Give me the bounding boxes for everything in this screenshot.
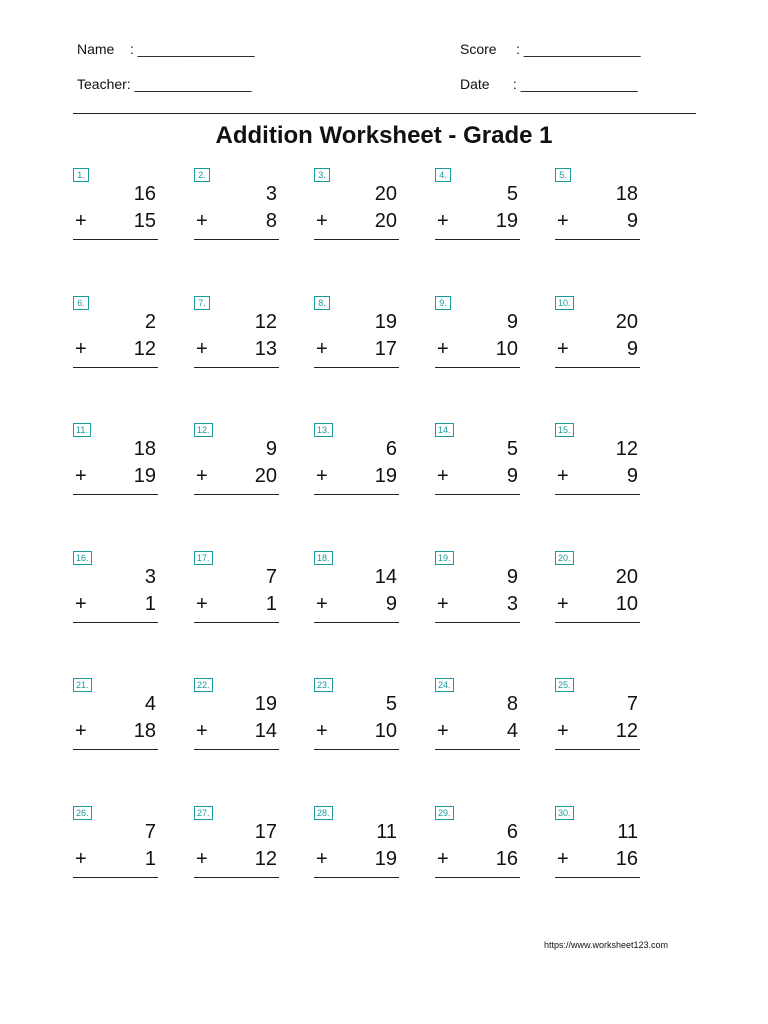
- plus-sign: +: [75, 720, 87, 742]
- addend-bottom: 14: [254, 720, 277, 742]
- answer-line[interactable]: [314, 239, 399, 240]
- date-field: Date : _______________: [460, 76, 638, 92]
- problem-11: [73, 423, 158, 503]
- addend-bottom: 12: [133, 337, 156, 360]
- plus-sign: +: [437, 847, 449, 870]
- footer-url: https://www.worksheet123.com: [544, 940, 669, 950]
- problem-number: 17.: [194, 551, 213, 565]
- addend-top: 3: [144, 565, 156, 588]
- answer-line[interactable]: [555, 749, 640, 750]
- plus-sign: +: [316, 720, 328, 742]
- plus-sign: +: [75, 337, 87, 360]
- plus-sign: +: [557, 592, 569, 615]
- problem-24: [435, 678, 520, 758]
- problem-26: [73, 806, 158, 886]
- addend-top: 19: [254, 693, 277, 715]
- addend-bottom: 9: [626, 210, 638, 232]
- problem-16: [73, 551, 158, 631]
- problem-4: [435, 168, 520, 248]
- answer-line[interactable]: [73, 367, 158, 368]
- problem-number: 2.: [194, 168, 210, 182]
- problem-number: 4.: [435, 168, 451, 182]
- plus-sign: +: [437, 210, 449, 232]
- answer-line[interactable]: [314, 877, 399, 878]
- problem-number: 3.: [314, 168, 330, 182]
- plus-sign: +: [196, 210, 208, 232]
- addend-bottom: 8: [265, 210, 277, 232]
- problem-number: 10.: [555, 296, 574, 310]
- problem-13: [314, 423, 399, 503]
- plus-sign: +: [316, 847, 328, 870]
- addend-top: 19: [374, 310, 397, 333]
- answer-line[interactable]: [73, 494, 158, 495]
- problem-number: 21.: [73, 678, 92, 692]
- addend-bottom: 13: [254, 337, 277, 360]
- answer-line[interactable]: [314, 367, 399, 368]
- addend-top: 16: [133, 183, 156, 205]
- addend-bottom: 10: [495, 337, 518, 360]
- problem-20: [555, 551, 640, 631]
- plus-sign: +: [75, 847, 87, 870]
- problem-5: [555, 168, 640, 248]
- plus-sign: +: [437, 720, 449, 742]
- addend-bottom: 20: [254, 465, 277, 487]
- problem-27: [194, 806, 279, 886]
- addend-top: 20: [615, 565, 638, 588]
- problem-21: [73, 678, 158, 758]
- answer-line[interactable]: [314, 749, 399, 750]
- problem-number: 27.: [194, 806, 213, 820]
- addend-bottom: 19: [374, 847, 397, 870]
- addend-top: 11: [617, 820, 638, 843]
- plus-sign: +: [316, 465, 328, 487]
- answer-line[interactable]: [435, 367, 520, 368]
- plus-sign: +: [196, 720, 208, 742]
- plus-sign: +: [557, 847, 569, 870]
- answer-line[interactable]: [73, 239, 158, 240]
- header-divider: [73, 113, 696, 114]
- problem-number: 28.: [314, 806, 333, 820]
- addend-top: 4: [144, 693, 156, 715]
- problem-number: 18.: [314, 551, 333, 565]
- answer-line[interactable]: [73, 877, 158, 878]
- answer-line[interactable]: [314, 494, 399, 495]
- plus-sign: +: [316, 592, 328, 615]
- problem-number: 30.: [555, 806, 574, 820]
- addend-bottom: 12: [254, 847, 277, 870]
- addend-top: 3: [265, 183, 277, 205]
- answer-line[interactable]: [555, 622, 640, 623]
- addend-bottom: 3: [506, 592, 518, 615]
- plus-sign: +: [75, 210, 87, 232]
- problem-7: [194, 296, 279, 376]
- addend-top: 12: [615, 438, 638, 460]
- problem-number: 5.: [555, 168, 571, 182]
- plus-sign: +: [437, 592, 449, 615]
- addend-bottom: 19: [133, 465, 156, 487]
- problem-30: [555, 806, 640, 886]
- plus-sign: +: [557, 720, 569, 742]
- answer-line[interactable]: [435, 239, 520, 240]
- plus-sign: +: [75, 592, 87, 615]
- addend-top: 17: [254, 820, 277, 843]
- problem-2: [194, 168, 279, 248]
- plus-sign: +: [316, 337, 328, 360]
- problem-number: 25.: [555, 678, 574, 692]
- problem-number: 26.: [73, 806, 92, 820]
- addend-top: 7: [265, 565, 277, 588]
- answer-line[interactable]: [73, 622, 158, 623]
- problem-15: [555, 423, 640, 503]
- addend-bottom: 9: [506, 465, 518, 487]
- addend-bottom: 12: [615, 720, 638, 742]
- problem-9: [435, 296, 520, 376]
- plus-sign: +: [75, 465, 87, 487]
- problem-number: 16.: [73, 551, 92, 565]
- answer-line[interactable]: [194, 494, 279, 495]
- answer-line[interactable]: [435, 877, 520, 878]
- problem-number: 9.: [435, 296, 451, 310]
- answer-line[interactable]: [555, 367, 640, 368]
- problem-8: [314, 296, 399, 376]
- answer-line[interactable]: [555, 877, 640, 878]
- addend-bottom: 9: [626, 465, 638, 487]
- addend-bottom: 16: [495, 847, 518, 870]
- addend-top: 7: [144, 820, 156, 843]
- addend-top: 9: [506, 565, 518, 588]
- problem-19: [435, 551, 520, 631]
- plus-sign: +: [196, 847, 208, 870]
- addend-bottom: 1: [144, 847, 156, 870]
- answer-line[interactable]: [194, 367, 279, 368]
- addend-top: 8: [506, 693, 518, 715]
- problem-number: 20.: [555, 551, 574, 565]
- addend-top: 5: [385, 693, 397, 715]
- addend-top: 9: [265, 438, 277, 460]
- addend-top: 6: [506, 820, 518, 843]
- addend-bottom: 18: [133, 720, 156, 742]
- problem-10: [555, 296, 640, 376]
- answer-line[interactable]: [435, 622, 520, 623]
- addend-bottom: 1: [144, 592, 156, 615]
- plus-sign: +: [316, 210, 328, 232]
- answer-line[interactable]: [314, 622, 399, 623]
- score-field: Score : _______________: [460, 41, 641, 57]
- problem-number: 12.: [194, 423, 213, 437]
- answer-line[interactable]: [435, 749, 520, 750]
- plus-sign: +: [196, 337, 208, 360]
- problem-29: [435, 806, 520, 886]
- problem-number: 6.: [73, 296, 89, 310]
- addend-bottom: 9: [626, 337, 638, 360]
- problem-number: 11.: [73, 423, 91, 437]
- plus-sign: +: [437, 337, 449, 360]
- answer-line[interactable]: [194, 622, 279, 623]
- addend-top: 9: [506, 310, 518, 333]
- plus-sign: +: [557, 210, 569, 232]
- answer-line[interactable]: [555, 239, 640, 240]
- addend-top: 14: [374, 565, 397, 588]
- teacher-field: Teacher: _______________: [77, 76, 252, 92]
- addend-top: 7: [626, 693, 638, 715]
- addend-top: 5: [506, 183, 518, 205]
- problem-number: 8.: [314, 296, 330, 310]
- answer-line[interactable]: [73, 749, 158, 750]
- addend-top: 5: [506, 438, 518, 460]
- addend-bottom: 4: [506, 720, 518, 742]
- addend-top: 2: [144, 310, 156, 333]
- addend-bottom: 20: [374, 210, 397, 232]
- addend-bottom: 17: [374, 337, 397, 360]
- answer-line[interactable]: [435, 494, 520, 495]
- problem-17: [194, 551, 279, 631]
- answer-line[interactable]: [194, 749, 279, 750]
- addend-top: 12: [254, 310, 277, 333]
- plus-sign: +: [196, 592, 208, 615]
- answer-line[interactable]: [194, 877, 279, 878]
- problem-number: 7.: [194, 296, 210, 310]
- problem-number: 29.: [435, 806, 454, 820]
- plus-sign: +: [557, 465, 569, 487]
- plus-sign: +: [196, 465, 208, 487]
- addend-top: 6: [385, 438, 397, 460]
- worksheet-title: Addition Worksheet - Grade 1: [215, 122, 553, 149]
- addend-top: 18: [615, 183, 638, 205]
- addend-top: 20: [374, 183, 397, 205]
- addend-top: 18: [133, 438, 156, 460]
- addend-top: 20: [615, 310, 638, 333]
- problem-22: [194, 678, 279, 758]
- addend-bottom: 19: [374, 465, 397, 487]
- problem-number: 15.: [555, 423, 574, 437]
- addend-bottom: 10: [615, 592, 638, 615]
- problem-18: [314, 551, 399, 631]
- problem-number: 19.: [435, 551, 454, 565]
- addend-bottom: 16: [615, 847, 638, 870]
- problem-6: [73, 296, 158, 376]
- addend-bottom: 19: [495, 210, 518, 232]
- addend-top: 11: [376, 820, 397, 843]
- problem-number: 24.: [435, 678, 454, 692]
- problem-number: 22.: [194, 678, 213, 692]
- problem-number: 23.: [314, 678, 333, 692]
- problem-12: [194, 423, 279, 503]
- addend-bottom: 9: [385, 592, 397, 615]
- addend-bottom: 15: [133, 210, 156, 232]
- problem-25: [555, 678, 640, 758]
- problem-number: 14.: [435, 423, 454, 437]
- plus-sign: +: [437, 465, 449, 487]
- answer-line[interactable]: [555, 494, 640, 495]
- problem-14: [435, 423, 520, 503]
- addend-bottom: 1: [265, 592, 277, 615]
- plus-sign: +: [557, 337, 569, 360]
- problem-1: [73, 168, 158, 248]
- name-field: Name : _______________: [77, 41, 255, 57]
- problem-3: [314, 168, 399, 248]
- problem-28: [314, 806, 399, 886]
- problem-number: 1.: [73, 168, 89, 182]
- addend-bottom: 10: [374, 720, 397, 742]
- answer-line[interactable]: [194, 239, 279, 240]
- problem-23: [314, 678, 399, 758]
- problem-number: 13.: [314, 423, 333, 437]
